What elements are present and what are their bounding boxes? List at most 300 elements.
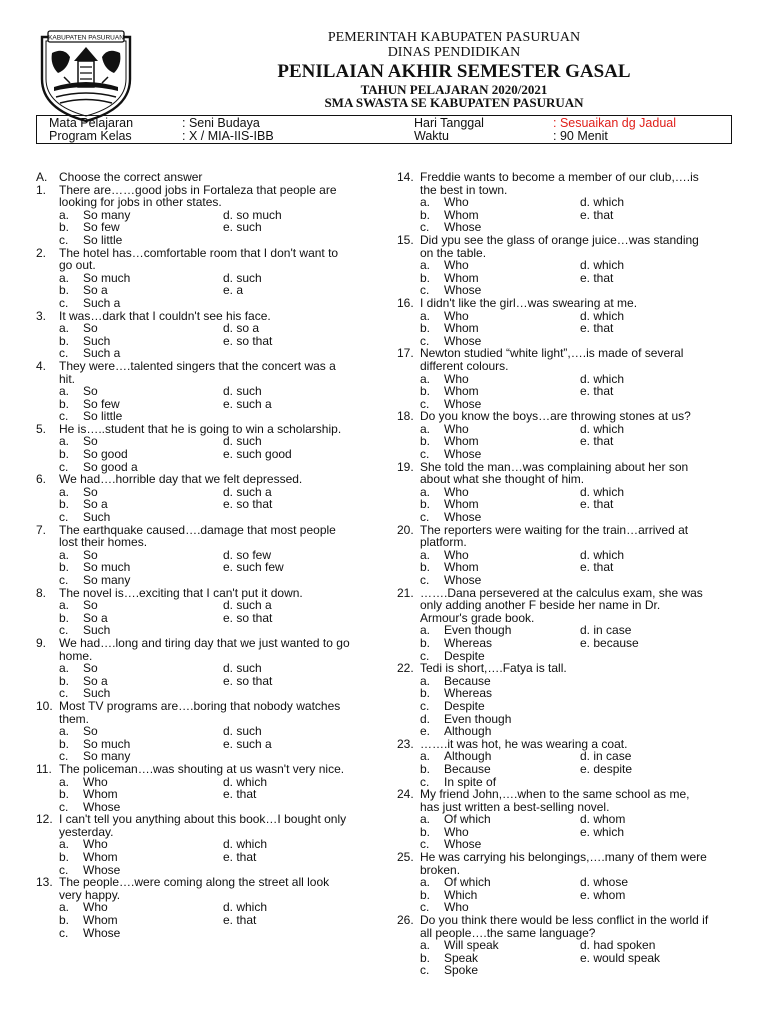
- question-text: The novel is….exciting that I can't put it down.: [59, 585, 303, 600]
- option-e: e. that: [580, 207, 614, 222]
- option-e: e. whom: [580, 887, 626, 902]
- option-letter: b.: [59, 497, 70, 512]
- answer-option-row: [397, 763, 747, 776]
- option-d: d. such: [223, 661, 262, 676]
- answer-option-row: [36, 448, 376, 461]
- option-d: d. which: [580, 195, 625, 210]
- option-d: d. which: [223, 900, 268, 915]
- option-e: e. so that: [223, 333, 273, 348]
- option-letter: a.: [420, 258, 431, 273]
- question-text: Do you think there would be less conflict in the world if all people….the same language?: [420, 913, 709, 940]
- question-number: 13.: [36, 875, 53, 890]
- question-number: 1.: [36, 182, 47, 197]
- option-e: e. would speak: [580, 950, 661, 965]
- question-stem: [397, 347, 747, 372]
- option-c: Whose: [444, 510, 482, 525]
- option-a: Even though: [444, 623, 512, 638]
- answer-option-row: [397, 813, 747, 826]
- question-stem: [36, 247, 376, 272]
- option-c: Whose: [83, 799, 121, 814]
- option-d: d. which: [223, 837, 268, 852]
- answer-option-row: [397, 637, 747, 650]
- option-a: So: [83, 321, 98, 336]
- option-e: e. so that: [223, 610, 273, 625]
- option-b: Speak: [444, 950, 479, 965]
- option-d: d. which: [580, 484, 625, 499]
- question-stem: [397, 297, 747, 310]
- option-e: e. so that: [223, 497, 273, 512]
- option-d: d. such: [223, 724, 262, 739]
- question-text: Most TV programs are….boring that nobody watches them.: [59, 698, 341, 726]
- school-name: SMA SWASTA SE KABUPATEN PASURUAN: [324, 95, 584, 110]
- question-item: [36, 310, 376, 360]
- option-b: Whom: [83, 787, 118, 802]
- option-letter: b.: [420, 761, 431, 776]
- option-letter: b.: [420, 270, 431, 285]
- time-value: : 90 Menit: [553, 129, 608, 143]
- question-text: Did ypu see the glass of orange juice…was standing on the table.: [420, 232, 699, 260]
- option-letter: c.: [59, 510, 69, 525]
- date-label: Hari Tanggal: [414, 116, 484, 130]
- option-d: d. in case: [580, 623, 632, 638]
- question-item: [397, 461, 747, 524]
- option-c: So little: [83, 409, 123, 424]
- question-item: [36, 876, 376, 939]
- academic-year: TAHUN PELAJARAN 2020/2021: [360, 82, 548, 97]
- option-d: d. so much: [223, 207, 282, 222]
- option-a: So much: [83, 270, 131, 285]
- option-a: Of which: [444, 812, 491, 827]
- question-item: [397, 914, 747, 977]
- exam-title: PENILAIAN AKHIR SEMESTER GASAL: [277, 61, 631, 82]
- option-letter: c.: [420, 283, 430, 298]
- option-letter: b.: [420, 635, 431, 650]
- question-stem: [397, 914, 747, 939]
- exam-info-box: [36, 115, 732, 144]
- option-letter: b.: [420, 950, 431, 965]
- option-letter: c.: [420, 900, 430, 915]
- option-letter: a.: [59, 598, 70, 613]
- option-a: So: [83, 484, 98, 499]
- question-item: [397, 524, 747, 587]
- option-b: So few: [83, 220, 120, 235]
- option-a: Who: [444, 258, 469, 273]
- question-number: 22.: [397, 661, 414, 676]
- option-c: In spite of: [444, 774, 497, 789]
- option-letter: b.: [420, 887, 431, 902]
- option-letter: b.: [59, 447, 70, 462]
- question-text: I can't tell you anything about this book…I bought only yesterday.: [59, 812, 347, 839]
- option-text: Because: [444, 673, 491, 688]
- option-b: So few: [83, 396, 120, 411]
- option-letter: b.: [59, 283, 70, 298]
- question-stem: [397, 524, 747, 549]
- option-letter: a.: [59, 384, 70, 399]
- option-a: Will speak: [444, 938, 499, 953]
- option-b: So much: [83, 736, 131, 751]
- question-number: 5.: [36, 421, 47, 436]
- option-letter: a.: [420, 623, 431, 638]
- answer-option-row: [397, 876, 747, 889]
- option-e: e. that: [223, 850, 257, 865]
- class-label: Program Kelas: [49, 129, 132, 143]
- question-stem: [36, 360, 376, 385]
- question-text: It was…dark that I couldn't see his face.: [59, 308, 271, 323]
- option-d: d. whose: [580, 875, 629, 890]
- question-stem: [397, 234, 747, 259]
- option-letter: b.: [420, 686, 431, 701]
- option-c: Whose: [444, 447, 482, 462]
- question-stem: [397, 171, 747, 196]
- option-text: Although: [444, 724, 492, 739]
- option-letter: a.: [420, 421, 431, 436]
- question-text: The policeman….was shouting at us wasn't very nice.: [59, 761, 345, 776]
- question-number: 24.: [397, 787, 414, 802]
- question-item: [397, 587, 747, 663]
- answer-option-row: [36, 914, 376, 927]
- option-letter: b.: [59, 220, 70, 235]
- question-text: The reporters were waiting for the train…arrived at platform.: [420, 522, 689, 550]
- option-letter: b.: [59, 560, 70, 575]
- option-a: Who: [444, 195, 469, 210]
- answer-option-row: [397, 964, 747, 977]
- question-item: [36, 587, 376, 637]
- option-b: Whom: [444, 270, 479, 285]
- question-number: 21.: [397, 585, 414, 600]
- option-letter: c.: [420, 220, 430, 235]
- option-d: d. such a: [223, 598, 272, 613]
- question-number: 26.: [397, 913, 414, 928]
- option-text: Even though: [444, 711, 512, 726]
- question-number: 18.: [397, 409, 414, 424]
- answer-option-row: [397, 322, 747, 335]
- option-e: e. such a: [223, 396, 272, 411]
- option-c: Spoke: [444, 963, 479, 978]
- option-letter: a.: [59, 547, 70, 562]
- option-a: Who: [83, 900, 108, 915]
- question-text: He was carrying his belongings,….many of them were broken.: [420, 850, 707, 877]
- question-item: [397, 851, 747, 914]
- option-a: So many: [83, 207, 131, 222]
- question-item: [36, 360, 376, 423]
- question-number: 20.: [397, 522, 414, 537]
- option-d: d. which: [580, 258, 625, 273]
- date-value: : Sesuaikan dg Jadual: [553, 116, 677, 130]
- option-e: e. that: [580, 434, 614, 449]
- option-b: Whereas: [444, 635, 493, 650]
- question-item: [36, 763, 376, 813]
- option-letter: c.: [420, 447, 430, 462]
- option-letter: b.: [420, 384, 431, 399]
- question-text: My friend John,….when to the same school as me, has just written a best-selling novel.: [420, 787, 690, 814]
- option-c: Whose: [444, 220, 482, 235]
- option-a: So: [83, 434, 98, 449]
- question-number: 12.: [36, 812, 53, 827]
- option-c: Such a: [83, 295, 121, 310]
- option-letter: c.: [420, 774, 430, 789]
- option-letter: b.: [59, 610, 70, 625]
- question-stem: [397, 587, 747, 625]
- option-text: Whereas: [444, 686, 493, 701]
- option-letter: a.: [420, 749, 431, 764]
- option-d: d. so a: [223, 321, 260, 336]
- question-stem: [36, 637, 376, 662]
- option-d: d. such a: [223, 484, 272, 499]
- option-b: So good: [83, 447, 128, 462]
- option-letter: c.: [59, 799, 69, 814]
- option-letter: b.: [420, 824, 431, 839]
- option-c: Such: [83, 623, 111, 638]
- question-stem: [36, 700, 376, 725]
- answer-option-row: [397, 196, 747, 209]
- kabupaten-pasuruan-logo: [34, 27, 138, 125]
- option-b: Because: [444, 761, 491, 776]
- option-d: d. had spoken: [580, 938, 656, 953]
- option-b: Such: [83, 333, 111, 348]
- option-d: d. which: [580, 371, 625, 386]
- option-d: d. such: [223, 384, 262, 399]
- answer-option-row: [36, 851, 376, 864]
- option-a: Of which: [444, 875, 491, 890]
- question-number: 8.: [36, 585, 47, 600]
- option-letter: b.: [420, 321, 431, 336]
- question-item: [36, 423, 376, 473]
- option-letter: a.: [420, 484, 431, 499]
- option-letter: c.: [420, 573, 430, 587]
- option-e: e. because: [580, 635, 639, 650]
- option-e: e. that: [223, 787, 257, 802]
- option-letter: c.: [420, 963, 430, 978]
- question-stem: [397, 662, 747, 675]
- option-c: Whose: [83, 925, 121, 940]
- question-item: [397, 410, 747, 460]
- option-e: e. that: [580, 270, 614, 285]
- option-letter: b.: [420, 497, 431, 512]
- question-column-left: [36, 171, 376, 939]
- question-item: [397, 347, 747, 410]
- question-number: 2.: [36, 245, 47, 260]
- option-d: d. which: [580, 308, 625, 323]
- option-c: So many: [83, 749, 131, 764]
- question-text: Do you know the boys…are throwing stones at us?: [420, 409, 691, 424]
- question-text: He is…..student that he is going to win a scholarship.: [59, 421, 342, 436]
- question-item: [36, 184, 376, 247]
- option-b: Whom: [444, 560, 479, 575]
- question-stem: [36, 763, 376, 776]
- option-b: Whom: [83, 850, 118, 865]
- option-a: So: [83, 547, 98, 562]
- question-item: [397, 788, 747, 851]
- option-letter: b.: [420, 434, 431, 449]
- option-c: Whose: [444, 396, 482, 411]
- option-letter: a.: [59, 900, 70, 915]
- option-letter: a.: [420, 308, 431, 323]
- question-stem: [36, 876, 376, 901]
- option-d: d. which: [580, 547, 625, 562]
- option-c: Whose: [444, 283, 482, 298]
- answer-option-row: [36, 599, 376, 612]
- option-c: So good a: [83, 459, 138, 474]
- option-letter: a.: [59, 724, 70, 739]
- question-number: 15.: [397, 232, 414, 247]
- option-letter: a.: [59, 484, 70, 499]
- government-heading: PEMERINTAH KABUPATEN PASURUAN: [327, 30, 581, 45]
- option-letter: a.: [59, 321, 70, 336]
- option-b: Whom: [444, 497, 479, 512]
- question-text: The hotel has…comfortable room that I don't want to go out.: [59, 245, 339, 273]
- option-e: e. that: [580, 560, 614, 575]
- option-letter: a.: [420, 812, 431, 827]
- question-stem: [397, 788, 747, 813]
- option-letter: c.: [420, 648, 430, 663]
- section-letter: A.: [36, 170, 48, 184]
- option-letter: a.: [420, 371, 431, 386]
- question-number: 10.: [36, 698, 53, 713]
- answer-option-row: [36, 788, 376, 801]
- option-letter: b.: [59, 673, 70, 688]
- option-e: e. such good: [223, 447, 292, 462]
- question-stem: [36, 184, 376, 209]
- option-d: d. such: [223, 270, 262, 285]
- option-letter: a.: [59, 661, 70, 676]
- subject-label: Mata Pelajaran: [49, 116, 134, 130]
- answer-option-row: [397, 385, 747, 398]
- answer-option-row: [397, 259, 747, 272]
- department-heading: DINAS PENDIDIKAN: [387, 45, 521, 60]
- option-letter: c.: [420, 837, 430, 852]
- option-letter: c.: [59, 749, 69, 764]
- option-c: Whose: [83, 862, 121, 877]
- option-c: Despite: [444, 648, 485, 663]
- answer-option-row: [36, 927, 376, 940]
- option-letter: c.: [420, 698, 430, 713]
- option-a: So: [83, 384, 98, 399]
- question-item: [397, 234, 747, 297]
- question-text: They were….talented singers that the concert was a hit.: [59, 358, 336, 386]
- option-b: So a: [83, 673, 108, 688]
- option-letter: c.: [420, 396, 430, 411]
- option-b: Whom: [444, 321, 479, 336]
- question-number: 7.: [36, 522, 47, 537]
- option-letter: a.: [59, 774, 70, 789]
- option-letter: a.: [420, 195, 431, 210]
- option-letter: d.: [420, 711, 431, 726]
- option-letter: b.: [420, 560, 431, 575]
- option-d: d. which: [580, 421, 625, 436]
- question-number: 6.: [36, 472, 47, 487]
- answer-option-row: [36, 385, 376, 398]
- question-stem: [36, 473, 376, 486]
- question-item: [397, 662, 747, 738]
- option-c: So many: [83, 573, 131, 587]
- option-letter: a.: [420, 673, 431, 688]
- answer-option-row: [36, 322, 376, 335]
- option-e: e. so that: [223, 673, 273, 688]
- option-a: Although: [444, 749, 492, 764]
- option-letter: c.: [59, 686, 69, 701]
- option-b: So much: [83, 560, 131, 575]
- option-e: e. that: [580, 497, 614, 512]
- option-a: Who: [444, 484, 469, 499]
- option-a: Who: [444, 371, 469, 386]
- option-c: Such a: [83, 346, 121, 361]
- question-text: …….Dana persevered at the calculus exam, she was only adding another F beside her name in Dr. Armour's grade book.: [420, 585, 703, 625]
- option-letter: a.: [59, 434, 70, 449]
- option-letter: c.: [59, 232, 69, 247]
- option-text: Despite: [444, 698, 485, 713]
- question-item: [397, 738, 747, 788]
- option-e: e. despite: [580, 761, 633, 776]
- option-e: e. such few: [223, 560, 284, 575]
- option-letter: c.: [59, 346, 69, 361]
- option-letter: b.: [59, 787, 70, 802]
- option-letter: a.: [59, 207, 70, 222]
- question-text: There are……good jobs in Fortaleza that people are looking for jobs in other states.: [59, 182, 337, 210]
- question-number: 25.: [397, 850, 414, 865]
- option-letter: b.: [420, 207, 431, 222]
- question-text: Tedi is short,….Fatya is tall.: [420, 661, 567, 676]
- option-e: e. such a: [223, 736, 272, 751]
- option-a: Who: [444, 547, 469, 562]
- question-item: [397, 171, 747, 234]
- answer-option-row: [36, 662, 376, 675]
- option-letter: b.: [59, 333, 70, 348]
- option-e: e. which: [580, 824, 625, 839]
- option-e: e. such: [223, 220, 262, 235]
- option-letter: c.: [420, 510, 430, 525]
- option-letter: c.: [59, 409, 69, 424]
- question-item: [36, 473, 376, 523]
- question-text: Freddie wants to become a member of our club,….is the best in town.: [420, 170, 699, 197]
- option-b: Who: [444, 824, 469, 839]
- question-stem: [397, 461, 747, 486]
- option-letter: b.: [59, 736, 70, 751]
- option-d: d. which: [223, 774, 268, 789]
- question-stem: [36, 813, 376, 838]
- option-a: Who: [83, 837, 108, 852]
- question-number: 14.: [397, 170, 414, 184]
- option-c: So little: [83, 232, 123, 247]
- option-c: Whose: [444, 573, 482, 587]
- option-letter: b.: [59, 913, 70, 928]
- option-letter: b.: [59, 396, 70, 411]
- question-text: The people….were coming along the street all look very happy.: [59, 875, 330, 902]
- question-text: We had….horrible day that we felt depressed.: [59, 472, 303, 487]
- question-number: 3.: [36, 308, 47, 323]
- question-stem: [36, 524, 376, 549]
- class-value: : X / MIA-IIS-IBB: [182, 129, 274, 143]
- option-letter: c.: [59, 862, 69, 877]
- option-e: e. that: [580, 384, 614, 399]
- option-c: Such: [83, 686, 111, 701]
- question-item: [36, 813, 376, 876]
- question-number: 16.: [397, 295, 414, 310]
- question-text: I didn't like the girl…was swearing at me.: [420, 295, 638, 310]
- question-stem: [397, 410, 747, 423]
- option-a: Who: [444, 421, 469, 436]
- question-text: We had….long and tiring day that we just wanted to go home.: [59, 635, 350, 663]
- question-item: [36, 247, 376, 310]
- option-letter: c.: [59, 623, 69, 638]
- option-b: Whom: [83, 913, 118, 928]
- question-item: [36, 524, 376, 587]
- question-column-right: [397, 171, 747, 977]
- question-number: 19.: [397, 459, 414, 474]
- option-e: e. that: [580, 321, 614, 336]
- option-c: Who: [444, 900, 469, 915]
- option-d: d. in case: [580, 749, 632, 764]
- option-b: Which: [444, 887, 478, 902]
